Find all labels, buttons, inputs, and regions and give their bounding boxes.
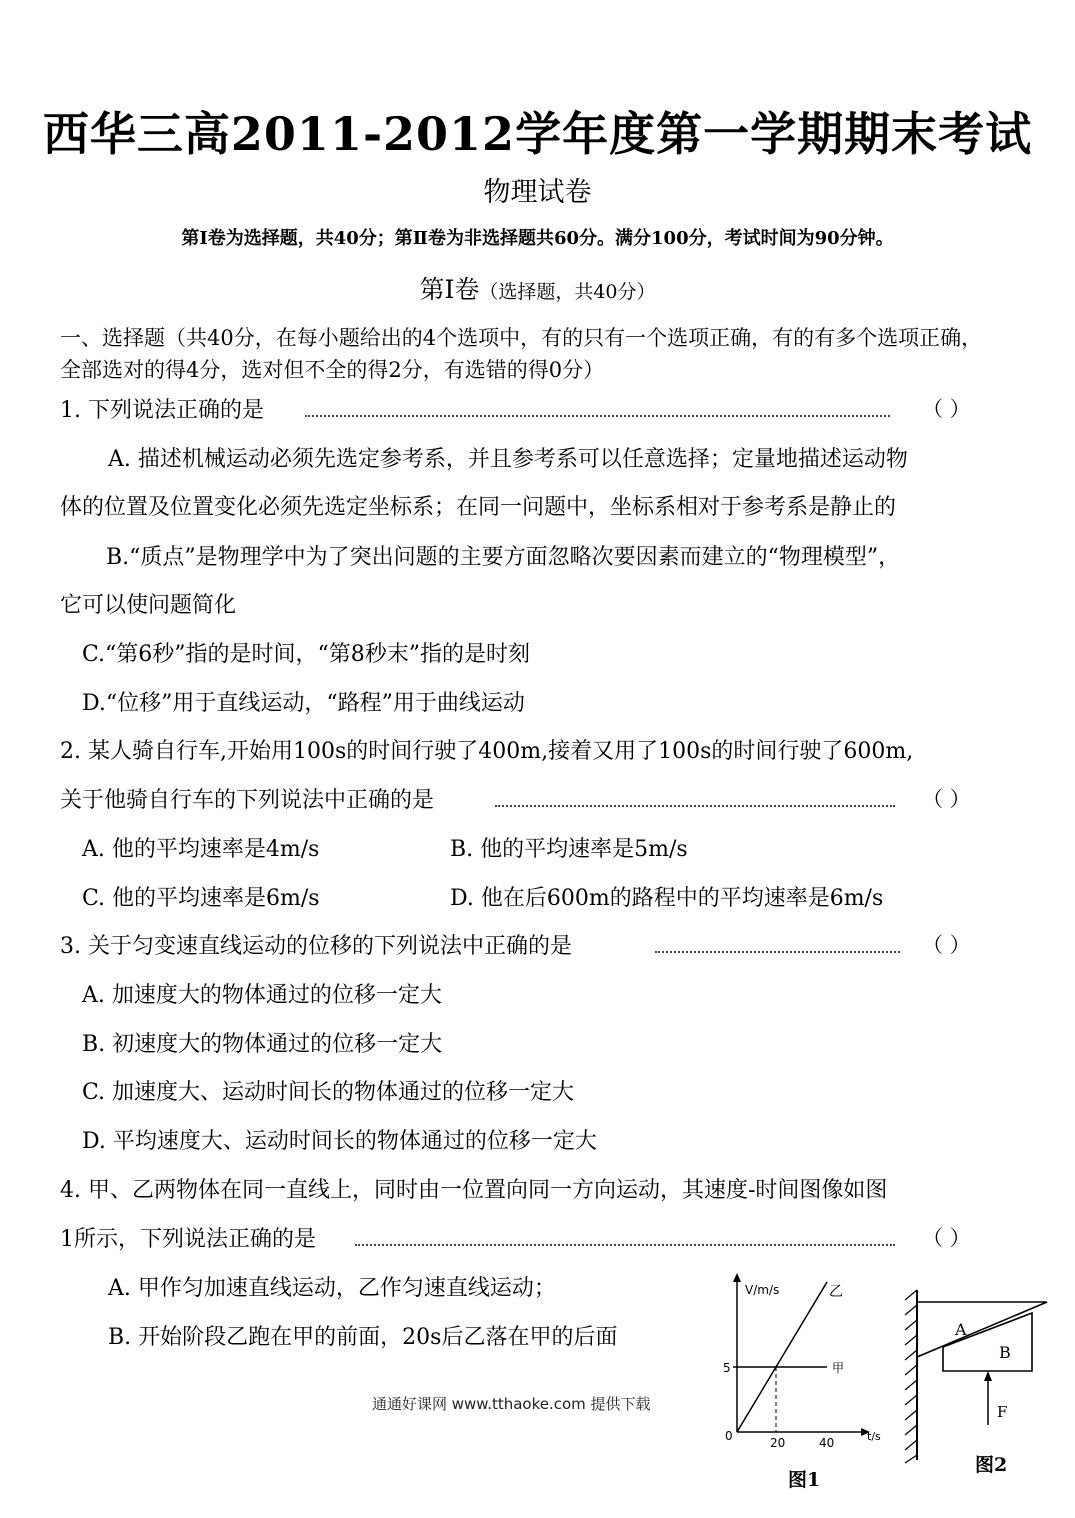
part-note: （选择题，共40分） [479, 281, 656, 303]
q1-option-c: C.“第6秒”指的是时间，“第8秒末”指的是时刻 [82, 642, 531, 667]
q4-leader-dots [355, 1244, 895, 1246]
figure1-y-tick-label: 5 [723, 1361, 731, 1375]
q1-stem: 1. 下列说法正确的是 [60, 398, 264, 423]
figure1-vt-graph [715, 1270, 895, 1450]
q3-option-b: B. 初速度大的物体通过的位移一定大 [82, 1032, 443, 1057]
figure1-line-yi [737, 1282, 827, 1432]
q3-leader-dots [655, 951, 900, 953]
q4-option-b: B. 开始阶段乙跑在甲的前面，20s后乙落在甲的后面 [108, 1325, 618, 1350]
q1-option-b-line2: 它可以使问题简化 [60, 593, 237, 618]
q3-option-d: D. 平均速度大、运动时间长的物体通过的位移一定大 [82, 1129, 597, 1154]
q1-answer-paren: （ ） [922, 397, 971, 421]
q3-option-c: C. 加速度大、运动时间长的物体通过的位移一定大 [82, 1080, 575, 1105]
figure2-label-f: F [997, 1403, 1008, 1421]
q4-stem-line1: 4. 甲、乙两物体在同一直线上，同时由一位置向同一方向运动，其速度-时间图像如图 [60, 1178, 888, 1203]
figure2-wall-hatching [905, 1290, 917, 1463]
figure2-label-a: A [955, 1320, 967, 1339]
figure1-x-tick-40: 40 [819, 1436, 835, 1450]
q4-option-a: A. 甲作匀加速直线运动，乙作匀速直线运动； [108, 1276, 556, 1301]
q1-leader-dots [305, 415, 890, 417]
figure2-block-a [917, 1302, 1047, 1357]
q1-option-a-line2: 体的位置及位置变化必须先选定坐标系；在同一问题中，坐标系相对于参考系是静止的 [60, 495, 897, 520]
q1-option-a-line1: A. 描述机械运动必须先选定参考系，并且参考系可以任意选择；定量地描述运动物 [108, 447, 908, 472]
figure1-jia-label: 甲 [832, 1361, 845, 1375]
exam-subtitle: 物理试卷 [483, 177, 592, 208]
figure1-x-tick-20: 20 [770, 1436, 786, 1450]
q4-answer-paren: （ ） [922, 1226, 971, 1250]
figure1-y-axis-label: V/m/s [745, 1283, 780, 1297]
exam-note: 第Ⅰ卷为选择题，共40分；第Ⅱ卷为非选择题共60分。满分100分，考试时间为90分钟。 [181, 228, 894, 249]
footer-credit: 通通好课网 www.tthaoke.com 提供下载 [372, 1395, 651, 1413]
figure2-force-arrowhead [984, 1371, 992, 1381]
figure1-yi-label: 乙 [829, 1284, 843, 1300]
figure2-blocks-diagram [895, 1285, 1060, 1465]
figure1-origin-label: 0 [725, 1429, 733, 1443]
figure1-caption: 图1 [788, 1469, 821, 1491]
q2-option-a: A. 他的平均速率是4m/s [82, 837, 320, 862]
figure2-caption: 图2 [975, 1454, 1008, 1476]
q4-stem-line2: 1所示，下列说法正确的是 [60, 1227, 316, 1252]
q1-option-d: D.“位移”用于直线运动，“路程”用于曲线运动 [82, 691, 525, 716]
q2-option-d: D. 他在后600m的路程中的平均速率是6m/s [450, 886, 884, 911]
part-heading [0, 270, 1075, 306]
q2-stem-line1: 2. 某人骑自行车,开始用100s的时间行驶了400m,接着又用了100s的时间行驶了600m, [60, 739, 914, 764]
q2-stem-line2: 关于他骑自行车的下列说法中正确的是 [60, 788, 435, 813]
figure1-y-arrow [733, 1273, 741, 1282]
q3-answer-paren: （ ） [922, 933, 971, 957]
section-instruction-line1: 一、选择题（共40分，在每小题给出的4个选项中，有的只有一个选项正确，有的有多个选项正确， [60, 326, 983, 350]
figure2-label-b: B [999, 1343, 1011, 1362]
q3-stem: 3. 关于匀变速直线运动的位移的下列说法中正确的是 [60, 934, 572, 959]
q2-leader-dots [495, 805, 895, 807]
q3-option-a: A. 加速度大的物体通过的位移一定大 [82, 983, 442, 1008]
figure1-x-axis-label: t/s [867, 1430, 881, 1443]
q2-answer-paren: （ ） [922, 787, 971, 811]
section-instruction-line2: 全部选对的得4分，选对但不全的得2分，有选错的得0分） [60, 358, 605, 382]
q2-option-b: B. 他的平均速率是5m/s [450, 837, 688, 862]
exam-title: 西华三高2011-2012学年度第一学期期末考试 [42, 107, 1033, 161]
q1-option-b-line1: B.“质点”是物理学中为了突出问题的主要方面忽略次要因素而建立的“物理模型”， [106, 545, 901, 570]
part-title: 第Ⅰ卷 [419, 275, 480, 304]
q2-option-c: C. 他的平均速率是6m/s [82, 886, 320, 911]
